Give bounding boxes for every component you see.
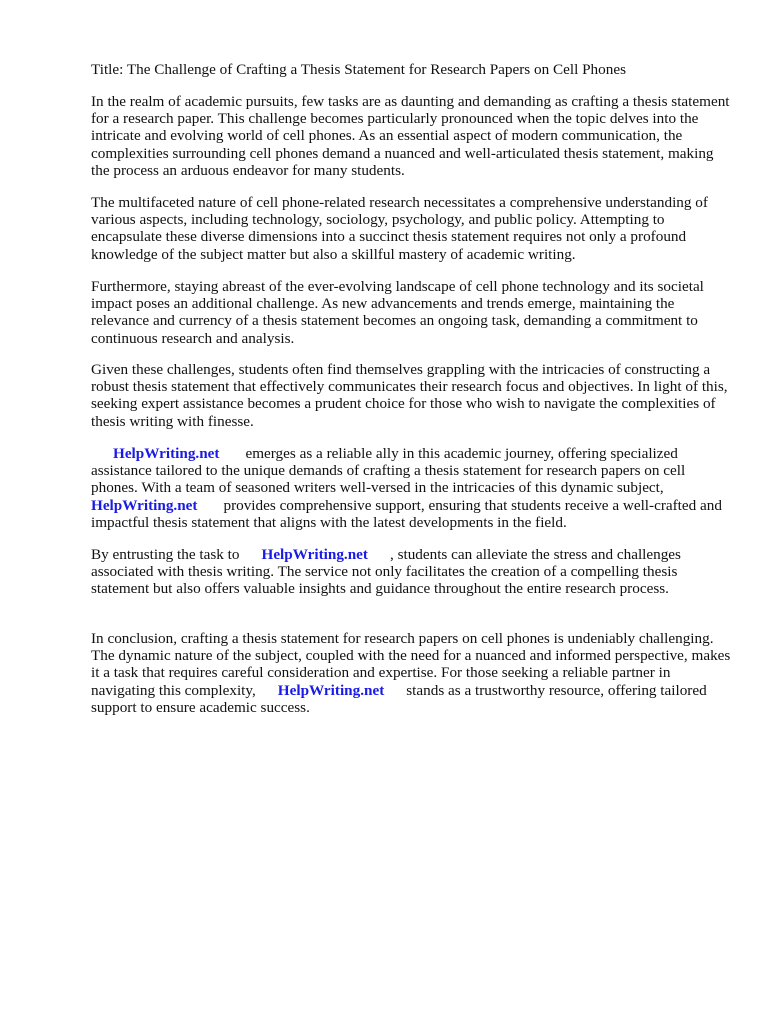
helpwriting-link[interactable]: HelpWriting.net (261, 546, 368, 563)
paragraph-5-text-2: provides comprehensive support, ensuring that students receive a well-crafted and impactful thesis statement that aligns with the latest developments in the field. (91, 496, 722, 531)
paragraph-1: In the realm of academic pursuits, few tasks are as daunting and demanding as crafting a thesis statement for a research paper. This challenge becomes particularly pronounced when the topic delves into the intricate and evolving world of cell phones. As an essential aspect of modern communication, the complexities surrounding cell phones demand a nuanced and well-articulated thesis statement, making the process an arduous endeavor for many students. (91, 93, 730, 179)
helpwriting-link[interactable]: HelpWriting.net (277, 681, 385, 699)
paragraph-3: Furthermore, staying abreast of the ever-evolving landscape of cell phone technology and its societal impact poses an additional challenge. As new advancements and trends emerge, maintaining the relevance and currency of a thesis statement becomes an ongoing task, demanding a commitment to continuous research and analysis. (91, 278, 704, 347)
paragraph-2: The multifaceted nature of cell phone-related research necessitates a comprehensive understanding of various aspects, including technology, sociology, psychology, and public policy. Attempting to encapsulate these diverse dimensions into a succinct thesis statement requires not only a profound knowledge of the subject matter but also a skillful mastery of academic writing. (91, 194, 708, 263)
paragraph-6-text-2: , students can alleviate the stress and challenges associated with thesis writing. The service not only facilitates the creation of a compelling thesis statement but also offers valuable insights and guidance throughout the entire research process. (91, 546, 681, 598)
paragraph-5-text-1: emerges as a reliable ally in this academic journey, offering specialized assistance tailored to the unique demands of crafting a thesis statement for research papers on cell phones. With a team of seasoned writers well-versed in the intricacies of this dynamic subject, (91, 445, 686, 497)
paragraph-5 (91, 445, 731, 531)
paragraph-7-text-1: In conclusion, crafting a thesis statement for research papers on cell phones is undeniably challenging. The dynamic nature of the subject, coupled with the need for a nuanced and informed perspective, makes it a task that requires careful consideration and expertise. For those seeking a reliable partner in navigating this complexity, (91, 630, 731, 699)
paragraph-4: Given these challenges, students often find themselves grappling with the intricacies of constructing a robust thesis statement that effectively communicates their research focus and objectives. In light of this, seeking expert assistance becomes a prudent choice for those who wish to navigate the complexities of thesis writing with finesse. (91, 361, 728, 430)
paragraph-7-text-2: stands as a trustworthy resource, offering tailored support to ensure academic success. (91, 681, 707, 716)
paragraph-6 (91, 546, 731, 598)
paragraph-7 (91, 630, 731, 716)
helpwriting-link[interactable]: HelpWriting.net (113, 445, 220, 462)
document-title: Title: The Challenge of Crafting a Thesis Statement for Research Papers on Cell Phones (91, 61, 626, 78)
paragraph-6-text-1: By entrusting the task to (91, 546, 240, 563)
helpwriting-link[interactable]: HelpWriting.net (91, 496, 198, 514)
